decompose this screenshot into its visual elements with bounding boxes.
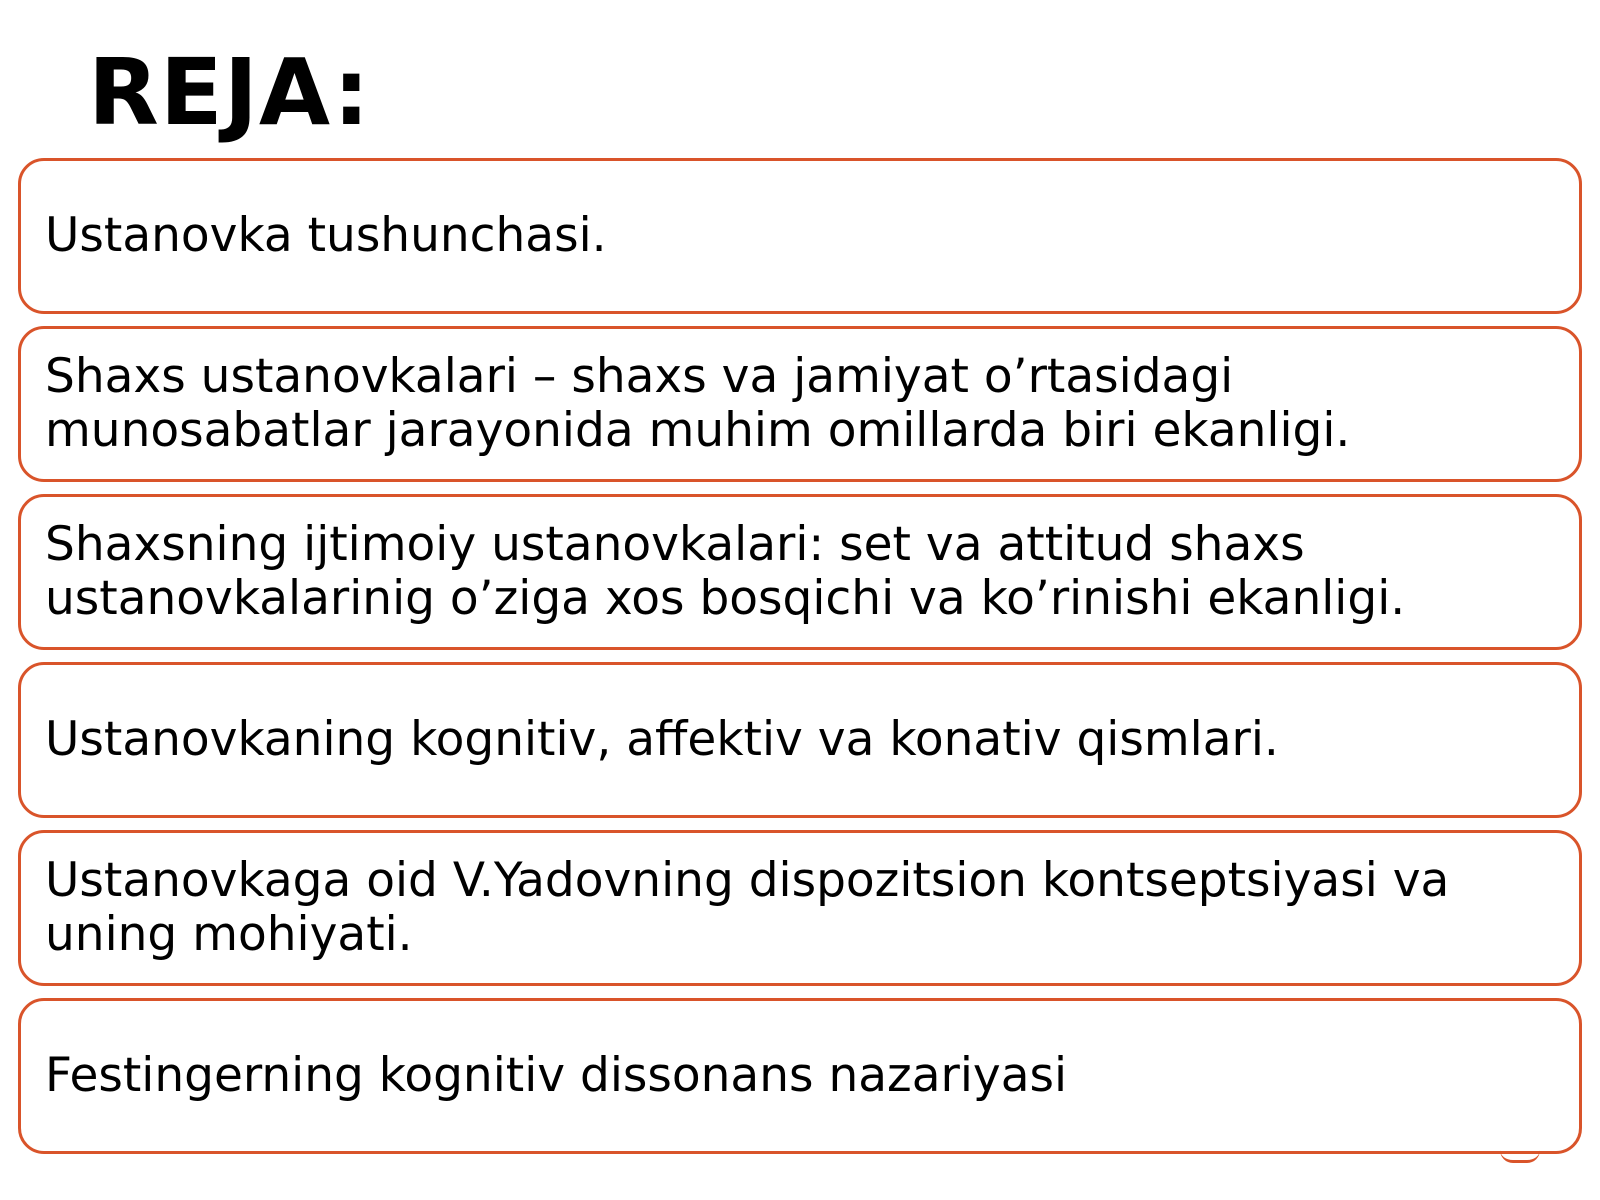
- plan-item-2: [18, 326, 1582, 482]
- page-title: REJA:: [88, 39, 371, 146]
- plan-item-3: [18, 494, 1582, 650]
- plan-item-5: [18, 830, 1582, 986]
- plan-item-text: Ustanovkaning kognitiv, affektiv va konativ qismlari.: [45, 712, 1279, 767]
- plan-item-4: [18, 662, 1582, 818]
- plan-item-text: Ustanovka tushunchasi.: [45, 208, 607, 263]
- plan-item-text: Shaxs ustanovkalari – shaxs va jamiyat o’rtasidagi munosabatlar jarayonida muhim omillarda biri ekanligi.: [45, 349, 1351, 458]
- plan-item-1: [18, 158, 1582, 314]
- plan-item-text: Shaxsning ijtimoiy ustanovkalari: set va attitud shaxs ustanovkalarinig o’ziga xos bosqichi va ko’rinishi ekanligi.: [45, 517, 1406, 626]
- plan-item-text: Ustanovkaga oid V.Yadovning dispozitsion kontseptsiyasi va uning mohiyati.: [45, 853, 1450, 962]
- plan-item-6: [18, 998, 1582, 1154]
- plan-list: [18, 158, 1582, 1166]
- plan-item-text: Festingerning kognitiv dissonans nazariyasi: [45, 1048, 1068, 1103]
